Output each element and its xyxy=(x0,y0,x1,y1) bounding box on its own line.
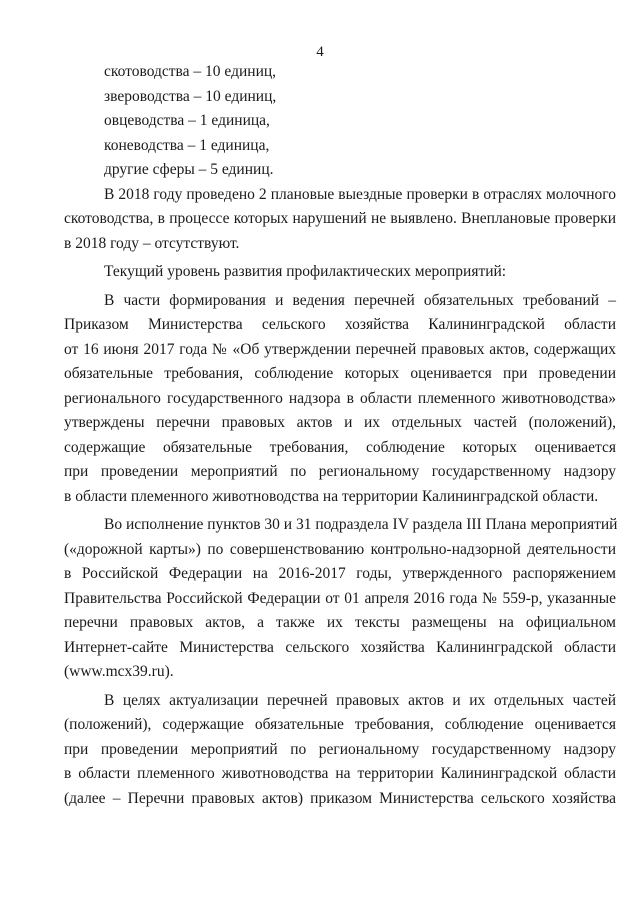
page-number: 4 xyxy=(316,44,324,60)
livestock-units-list xyxy=(64,60,616,183)
text-line: (www.mcx39.ru). xyxy=(64,663,174,680)
text-line: В целях актуализации перечней правовых актов и их отдельных частей xyxy=(104,691,616,709)
text-line: (далее – Перечни правовых актов) приказом Министерства сельского хозяйства xyxy=(64,789,616,807)
text-line: Текущий уровень развития профилактических мероприятий: xyxy=(104,263,507,280)
text-line: в Российской Федерации на 2016-2017 годы, утвержденного распоряжением xyxy=(64,565,616,582)
text-line: содержащие обязательные требования, соблюдение которых оценивается xyxy=(64,438,616,456)
text-line: в области племенного животноводства на территории Калининградской области xyxy=(64,765,616,782)
list-item: овцеводства – 1 единица, xyxy=(104,112,270,129)
text-line: регионального государственного надзора в области племенного животноводства» xyxy=(64,389,616,407)
text-line: в 2018 году – отсутствуют. xyxy=(64,234,240,252)
text-line: скотоводства, в процессе которых нарушений не выявлено. Внеплановые проверки xyxy=(64,210,616,227)
text-line: при проведении мероприятий по региональному государственному надзору xyxy=(64,463,616,480)
text-line: (положений), содержащие обязательные требования, соблюдение оценивается xyxy=(64,716,616,733)
text-line: обязательные требования, соблюдение которых оценивается при проведении xyxy=(64,365,616,382)
text-line: Интернет-сайте Министерства сельского хозяйства Калининградской области xyxy=(64,638,616,656)
paragraph-inspections-2018 xyxy=(64,183,616,257)
text-line: при проведении мероприятий по региональному государственному надзору xyxy=(64,740,616,758)
text-line: В части формирования и ведения перечней обязательных требований – xyxy=(104,291,616,309)
paragraph-mandatory-requirements xyxy=(64,289,616,510)
list-item: звероводства – 10 единиц, xyxy=(104,87,277,105)
paragraph-actualization xyxy=(64,689,616,812)
text-line: в области племенного животноводства на территории Калининградской области. xyxy=(64,487,599,505)
text-line: («дорожной карты») по совершенствованию контрольно-надзорной деятельности xyxy=(64,540,616,558)
text-line: утверждены перечни правовых актов и их отдельных частей (положений), xyxy=(64,414,616,431)
document-body xyxy=(64,60,616,811)
text-line: Правительства Российской Федерации от 01 апреля 2016 года № 559-р, указанные xyxy=(64,589,616,607)
list-item: другие сферы – 5 единиц. xyxy=(104,161,274,178)
text-line: перечни правовых актов, а также их тексты размещены на официальном xyxy=(64,614,616,631)
text-line: Во исполнение пунктов 30 и 31 подраздела IV раздела III Плана мероприятий xyxy=(104,516,618,533)
text-line: от 16 июня 2017 года № «Об утверждении перечней правовых актов, содержащих xyxy=(64,340,616,358)
text-line: Приказом Министерства сельского хозяйства Калининградской области xyxy=(64,316,616,333)
list-item: коневодства – 1 единица, xyxy=(104,136,270,154)
paragraph-roadmap-implementation xyxy=(64,513,616,685)
list-item: скотоводства – 10 единиц, xyxy=(104,63,277,80)
text-line: В 2018 году проведено 2 плановые выездные проверки в отраслях молочного xyxy=(104,185,616,203)
paragraph-prevention-level xyxy=(64,260,616,285)
